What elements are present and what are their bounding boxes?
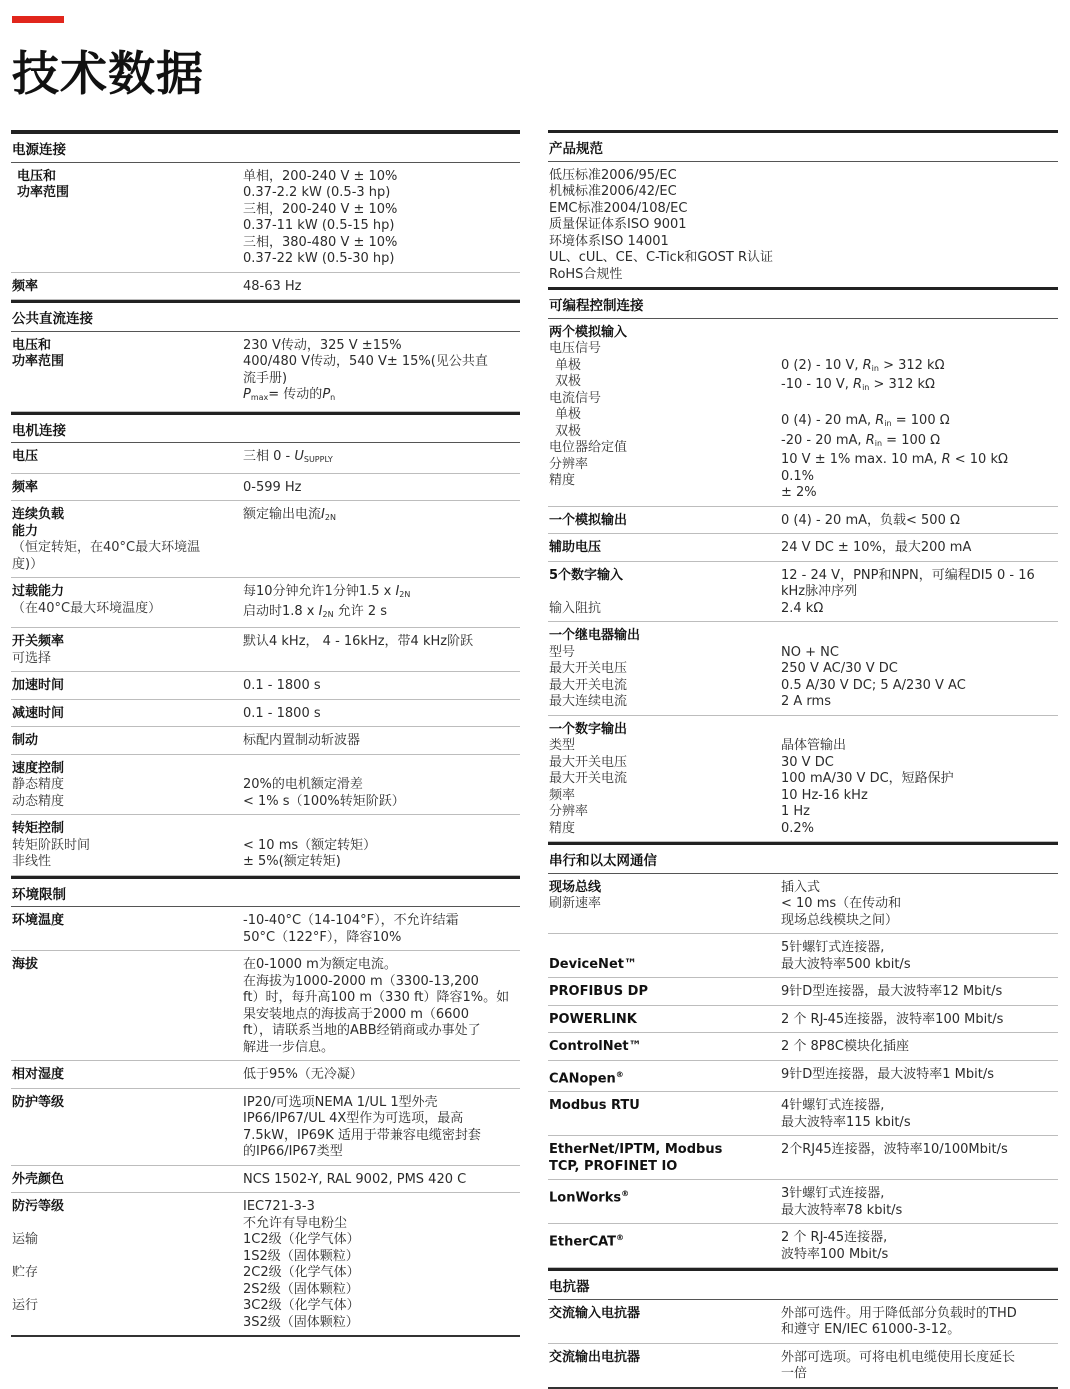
label-note: 精度 (549, 820, 576, 836)
value: 2C2级（化学气体） (243, 1265, 360, 1280)
label-note: 分辨率 (549, 456, 589, 472)
label-note: （恒定转矩，在40°C最大环境温 (12, 540, 201, 555)
pmax-value: $P_{max}=$ 传动的$P_n$ (243, 387, 336, 402)
label-note: 最大开关电流 (549, 677, 628, 693)
row-comm-profibus (548, 978, 1058, 1006)
label-note: 最大开关电压 (549, 661, 628, 676)
label: 相对湿度 (12, 1067, 65, 1082)
row-product-standards (548, 162, 1058, 288)
label-note: 动态精度 (12, 793, 65, 809)
value: 环境体系ISO 14001 (549, 233, 669, 249)
value: 不允许有导电粉尘 (243, 1215, 348, 1231)
value: ft）时，每升高100 m（330 ft）降容1%。如 (243, 990, 510, 1005)
value: 0.37-22 kW (0.5-30 hp) (243, 251, 395, 266)
value: 2S2级（固体颗粒） (243, 1281, 359, 1297)
value: 波特率100 Mbit/s (781, 1246, 889, 1262)
value: 0 (4) - 20 mA, $R_{in} = 100$ Ω (781, 413, 950, 428)
value: 额定输出电流$I_{2N}$ (243, 507, 336, 522)
value: 400/480 V传动，540 V± 15%(见公共直 (243, 354, 488, 369)
value: 的IP66/IP67类型 (243, 1144, 343, 1159)
accent-bar (12, 16, 64, 23)
value: 现场总线模块之间） (781, 912, 899, 928)
value: 0.1 - 1800 s (243, 705, 321, 721)
value: 最大波特率500 kbit/s (781, 956, 911, 972)
label: 一个继电器输出 (549, 628, 641, 643)
label: TCP, PROFINET IO (549, 1158, 678, 1174)
value: ± 5%(额定转矩) (243, 854, 341, 869)
value: 48-63 Hz (243, 278, 302, 294)
value: 0.2% (781, 820, 815, 836)
value: 0-599 Hz (243, 479, 302, 495)
row-comm-canopen (548, 1061, 1058, 1093)
row-motor-speed (11, 755, 520, 816)
section-reactor-title: 电抗器 (548, 1268, 1058, 1300)
value: 0.37-11 kW (0.5-15 hp) (243, 218, 395, 233)
value: -10-40°C（14-104°F），不允许结霜 (243, 913, 459, 928)
label: 过载能力 (12, 584, 65, 599)
value: 2 个 RJ-45连接器，波特率100 Mbit/s (781, 1011, 1004, 1027)
row-comm-fieldbus (548, 874, 1058, 935)
label-note: 分辨率 (549, 804, 589, 819)
row-motor-decel (11, 700, 520, 728)
row-prog-aux-voltage (548, 534, 1058, 562)
row-comm-lonworks (548, 1180, 1058, 1224)
value: 三相 $0 - U_{SUPPLY}$ (243, 449, 333, 464)
label: 电压和 (17, 168, 57, 184)
label: 5个数字输入 (549, 567, 624, 583)
label-note: 最大开关电压 (549, 754, 628, 770)
value: 质量保证体系ISO 9001 (549, 217, 687, 232)
value: 启动时1.8 x $I_{2N}$ 允许 2 s (243, 603, 388, 619)
section-motor-title: 电机连接 (11, 412, 520, 444)
row-env-temp (11, 907, 520, 951)
row-comm-modbus (548, 1092, 1058, 1136)
label-note: 单极 (555, 357, 582, 373)
value: 果安装地点的海拔高于2000 m（6600 (243, 1006, 469, 1022)
row-env-humidity (11, 1061, 520, 1089)
row-prog-digital-output (548, 716, 1058, 843)
value: 2 个 8P8C模块化插座 (781, 1039, 909, 1054)
value: 低压标准2006/95/EC (549, 167, 677, 183)
label: 环境温度 (12, 913, 65, 928)
label-note: 输入阻抗 (549, 600, 602, 616)
row-prog-analog-output (548, 507, 1058, 535)
label: 外壳颜色 (12, 1171, 65, 1187)
label-note: 度)） (12, 556, 44, 572)
row-comm-powerlink (548, 1006, 1058, 1034)
row-motor-continuous (11, 501, 520, 578)
value: 50°C（122°F），降容10% (243, 929, 402, 945)
label: 速度控制 (12, 760, 65, 776)
label: 减速时间 (12, 705, 65, 721)
label: POWERLINK (549, 1011, 637, 1027)
value: 3针螺钉式连接器, (781, 1186, 885, 1202)
value: UL、cUL、CE、C-Tick和GOST R认证 (549, 250, 774, 265)
label: 现场总线 (549, 879, 602, 895)
value: RoHS合规性 (549, 266, 623, 282)
value: 在0-1000 m为额定电流。 (243, 957, 397, 972)
label: 能力 (12, 523, 39, 539)
label-note: 最大连续电流 (549, 694, 628, 709)
value: 解进一步信息。 (243, 1039, 335, 1055)
value: NO + NC (781, 644, 839, 660)
value: 低于95%（无冷凝） (243, 1067, 363, 1082)
label: 转矩控制 (12, 821, 65, 836)
section-comm-title: 串行和以太网通信 (548, 842, 1058, 874)
value: 0.37-2.2 kW (0.5-3 hp) (243, 185, 391, 200)
label: 加速时间 (12, 678, 65, 693)
label-note: 双极 (555, 374, 582, 389)
value: IP66/IP67/UL 4X型作为可选项，最高 (243, 1111, 464, 1126)
value: 10 V ± 1% max. 10 mA, R < 10 kΩ (781, 452, 1008, 467)
label-note: 刷新速率 (549, 896, 602, 911)
value: 一倍 (781, 1366, 808, 1382)
value: ± 2% (781, 485, 817, 500)
label: 防护等级 (12, 1094, 65, 1110)
value: 2.4 kΩ (781, 600, 824, 616)
value: 20%的电机额定滑差 (243, 777, 363, 792)
value: 每10分钟允许1分钟1.5 x $I_{2N}$ (243, 584, 411, 599)
left-column (11, 130, 520, 1337)
row-motor-torque (11, 815, 520, 876)
value: 三相，200-240 V ± 10% (243, 201, 398, 217)
label: ControlNet™ (549, 1039, 642, 1054)
label: EtherNet/IPTM, Modbus (549, 1142, 723, 1158)
label: 交流输入电抗器 (549, 1305, 641, 1321)
label-note: 频率 (549, 787, 576, 803)
label-note: 电压信号 (549, 341, 602, 356)
value: 24 V DC ± 10%，最大200 mA (781, 540, 972, 555)
label: CANopen® (549, 1069, 624, 1086)
value: 2 个 RJ-45连接器, (781, 1230, 888, 1246)
label-note: 精度 (549, 473, 576, 488)
label-note: 双极 (555, 423, 582, 439)
value: 1C2级（化学气体） (243, 1232, 360, 1247)
value: 机械标准2006/42/EC (549, 184, 677, 199)
label-note: （在40°C最大环境温度） (12, 600, 162, 616)
value: NCS 1502-Y, RAL 9002, PMS 420 C (243, 1171, 467, 1187)
row-motor-overload (11, 578, 520, 628)
value: IP20/可选项NEMA 1/UL 1型外壳 (243, 1094, 438, 1110)
row-env-color (11, 1166, 520, 1194)
label: 海拔 (12, 957, 39, 972)
row-power-voltage (11, 163, 520, 273)
label: 功率范围 (12, 354, 65, 369)
label-note: 贮存 (12, 1265, 39, 1280)
row-power-frequency (11, 273, 520, 301)
value: 3C2级（化学气体） (243, 1298, 360, 1313)
label: 一个模拟输出 (549, 512, 628, 528)
value: EMC标准2004/108/EC (549, 200, 688, 216)
section-prog-title: 可编程控制连接 (548, 287, 1058, 319)
row-prog-relay-output (548, 622, 1058, 716)
label: 制动 (12, 733, 39, 748)
value: 标配内置制动斩波器 (243, 733, 361, 748)
section-dc-title: 公共直流连接 (11, 300, 520, 332)
value: 9针D型连接器，最大波特率1 Mbit/s (781, 1066, 995, 1082)
row-comm-ethercat (548, 1224, 1058, 1268)
row-motor-voltage (11, 443, 520, 474)
label-note: 单极 (555, 407, 582, 422)
value: 1 Hz (781, 804, 811, 819)
row-env-protection (11, 1089, 520, 1166)
value: 30 V DC (781, 754, 834, 770)
value: 最大波特率78 kbit/s (781, 1202, 903, 1218)
value: 0.5 A/30 V DC; 5 A/230 V AC (781, 677, 966, 693)
value: 和遵守 EN/IEC 61000-3-12。 (781, 1322, 961, 1338)
label: 电压和 (12, 337, 52, 353)
value: 2个RJ45连接器，波特率10/100Mbit/s (781, 1142, 1008, 1158)
value: < 10 ms（在传动和 (781, 896, 902, 911)
row-motor-switching (11, 628, 520, 672)
label: DeviceNet™ (549, 956, 637, 972)
value: 230 V传动，325 V ±15% (243, 337, 402, 353)
value: 0.1% (781, 468, 815, 484)
value: 250 V AC/30 V DC (781, 661, 898, 676)
value: ft），请联系当地的ABB经销商或办事处了 (243, 1023, 481, 1038)
value: 0 (2) - 10 V, $R_{in} > 312$ kΩ (781, 357, 945, 373)
value: 0.1 - 1800 s (243, 678, 321, 693)
value: 最大波特率115 kbit/s (781, 1114, 911, 1130)
value: 晶体管输出 (781, 738, 847, 753)
value: 1S2级（固体颗粒） (243, 1248, 359, 1264)
label-note: 静态精度 (12, 777, 65, 792)
value: 插入式 (781, 879, 821, 895)
value: 9针D型连接器，最大波特率12 Mbit/s (781, 984, 1003, 999)
value: 外部可选件。用于降低部分负载时的THD (781, 1305, 1017, 1321)
label: 连续负载 (12, 507, 65, 522)
value: 0 (4) - 20 mA，负载< 500 Ω (781, 512, 960, 528)
row-prog-analog-inputs (548, 319, 1058, 507)
label: 频率 (12, 278, 39, 294)
row-dc-voltage (11, 332, 520, 412)
row-env-altitude (11, 951, 520, 1061)
label: 一个数字输出 (549, 721, 628, 737)
row-comm-ethernet (548, 1136, 1058, 1180)
value: 7.5kW，IP69K 适用于带兼容电缆密封套 (243, 1127, 481, 1143)
section-env-title: 环境限制 (11, 876, 520, 908)
label: 辅助电压 (549, 540, 602, 555)
value: 默认4 kHz， 4 - 16kHz，带4 kHz阶跃 (243, 634, 474, 649)
label-note: 电流信号 (549, 390, 602, 406)
label: 功率范围 (17, 185, 70, 200)
value: 三相，380-480 V ± 10% (243, 234, 398, 250)
value: kHz脉冲序列 (781, 584, 858, 599)
label: Modbus RTU (549, 1098, 640, 1114)
label-note: 运行 (12, 1298, 39, 1313)
right-column (548, 130, 1058, 1389)
value: 5针螺钉式连接器, (781, 940, 885, 955)
label-note: 运输 (12, 1232, 39, 1247)
label-note: 最大开关电流 (549, 771, 628, 786)
section-product-title: 产品规范 (548, 130, 1058, 162)
label-note: 类型 (549, 738, 576, 753)
label-note: 转矩阶跃时间 (12, 837, 91, 853)
value: < 1% s（100%转矩阶跃） (243, 793, 405, 809)
label: 防污等级 (12, 1199, 65, 1214)
label: 开关频率 (12, 634, 65, 649)
row-env-pollution (11, 1193, 520, 1335)
label-note: 非线性 (12, 854, 52, 869)
row-motor-accel (11, 672, 520, 700)
value: 流手册) (243, 370, 288, 386)
value: 单相，200-240 V ± 10% (243, 168, 398, 184)
value: 10 Hz-16 kHz (781, 787, 868, 803)
value: 在海拔为1000-2000 m（3300-13,200 (243, 973, 479, 989)
value: IEC721-3-3 (243, 1199, 315, 1214)
row-motor-frequency (11, 474, 520, 502)
row-comm-devicenet (548, 934, 1058, 978)
value: 外部可选项。可将电机电缆使用长度延长 (781, 1349, 1016, 1365)
value: 100 mA/30 V DC，短路保护 (781, 771, 954, 786)
row-comm-controlnet (548, 1033, 1058, 1061)
value: 12 - 24 V，PNP和NPN，可编程DI5 0 - 16 (781, 567, 1035, 583)
label: 两个模拟输入 (549, 324, 628, 340)
label: 频率 (12, 479, 39, 495)
page-title: 技术数据 (12, 47, 204, 102)
value: < 10 ms（额定转矩） (243, 837, 377, 853)
value: -10 - 10 V, $R_{in} > 312$ kΩ (781, 377, 935, 392)
label: 交流输出电抗器 (549, 1349, 641, 1365)
value: -20 - 20 mA, $R_{in} = 100$ Ω (781, 432, 941, 448)
label: 电压 (12, 449, 39, 464)
label-note: 电位器给定值 (549, 440, 628, 455)
row-reactor-input (548, 1300, 1058, 1344)
row-prog-digital-inputs (548, 562, 1058, 623)
value: 2 A rms (781, 694, 831, 709)
value: 3S2级（固体颗粒） (243, 1314, 359, 1330)
section-power-title: 电源连接 (11, 130, 520, 163)
value: 4针螺钉式连接器, (781, 1098, 885, 1114)
label-note: 型号 (549, 644, 576, 660)
row-reactor-output (548, 1344, 1058, 1387)
label: EtherCAT® (549, 1233, 625, 1250)
row-motor-brake (11, 727, 520, 755)
label: LonWorks® (549, 1189, 630, 1206)
label-note: 可选择 (12, 650, 52, 666)
label: PROFIBUS DP (549, 984, 648, 999)
